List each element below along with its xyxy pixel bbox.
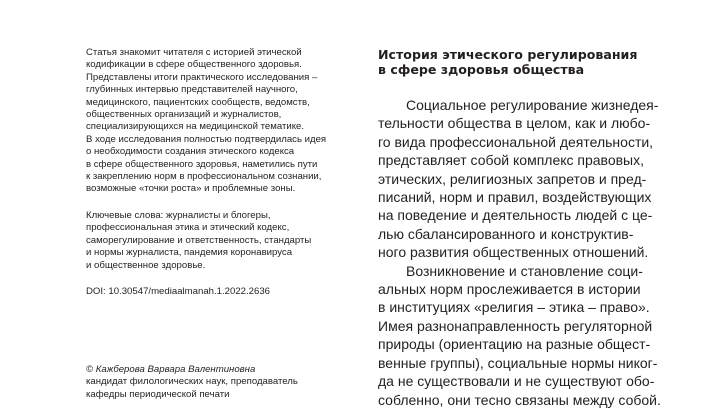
body-line: Возникновение и становление соци-: [406, 262, 643, 279]
body-line: Социальное регулирование жизнедея-: [406, 97, 659, 113]
keywords: [86, 210, 360, 272]
author-info: [86, 364, 360, 401]
body-line: писаний, норм и правил, воздействующих: [378, 189, 652, 206]
abstract-line: общественных организаций и журналистов,: [86, 109, 282, 121]
body-line: природы (ориентацию на разные общест-: [378, 336, 651, 353]
article-column: [378, 48, 660, 409]
author-name: © Кажберова Варвара Валентиновна: [86, 364, 256, 375]
abstract-line: Статья знакомит читателя с историей этической: [86, 47, 302, 58]
abstract-line: В ходе исследования полностью подтвердилась идея: [86, 133, 327, 145]
body-line: венные группы), социальные нормы никог-: [378, 354, 658, 371]
abstract: [86, 47, 360, 196]
article-body: [378, 96, 660, 409]
doi-block: [86, 286, 360, 298]
body-line: го вида профессиональной деятельности,: [378, 133, 654, 150]
title-line: История этического регулирования: [378, 47, 638, 62]
abstract-line: о необходимости создания этического кодекса: [86, 146, 295, 158]
body-line: на поведение и деятельность людей с це-: [378, 207, 653, 224]
abstract-line: к закреплению норм в профессиональном сознании,: [86, 171, 322, 183]
body-line: этических, религиозных запретов и пред-: [378, 170, 647, 187]
body-line: Имея разнонаправленность регуляторной: [378, 317, 653, 334]
keywords-line: Ключевые слова: журналисты и блогеры,: [86, 209, 271, 221]
keywords-line: и общественное здоровье.: [86, 259, 206, 271]
keywords-line: профессиональная этика и этический кодекс,: [86, 222, 290, 234]
abstract-line: возможные «точки роста» и проблемные зоны.: [86, 183, 296, 195]
title-line: в сфере здоровья общества: [378, 61, 585, 77]
abstract-line: специализирующихся на медицинской тематике.: [86, 121, 305, 133]
body-line: да не существовали и не существуют обо-: [378, 373, 655, 390]
abstract-line: глубинных интервью представителей научного,: [86, 84, 298, 96]
body-line: в институциях «религия – этика – право».: [378, 299, 650, 316]
body-line: тельности общества в целом, как и любо-: [378, 115, 651, 132]
abstract-line: кодификации в сфере общественного здоровья.: [86, 59, 302, 71]
abstract-line: в сфере общественного здоровья, наметились пути: [86, 158, 318, 170]
keywords-line: саморегулирование и ответственность, стандарты: [86, 234, 312, 246]
body-line: ного развития общественных отношений.: [378, 244, 649, 261]
body-line: альных норм прослеживается в истории: [378, 281, 641, 298]
abstract-line: медицинского, пациентских сообществ, ведомств,: [86, 96, 310, 108]
body-line: лью сбалансированного и конструктив-: [378, 225, 634, 242]
author-degree: кандидат филологических наук, преподаватель: [86, 376, 298, 388]
author-department: кафедры периодической печати: [86, 388, 230, 400]
doi: DOI: 10.30547/mediaalmanah.1.2022.2636: [86, 285, 271, 297]
abstract-line: Представлены итоги практического исследования –: [86, 71, 318, 83]
abstract-column: [86, 47, 360, 312]
body-line: представляет собой комплекс правовых,: [378, 152, 645, 169]
body-line: собленно, они тесно связаны между собой.: [378, 391, 661, 408]
article-title: [378, 48, 660, 77]
keywords-line: и нормы журналиста, пандемия коронавируса: [86, 247, 293, 259]
